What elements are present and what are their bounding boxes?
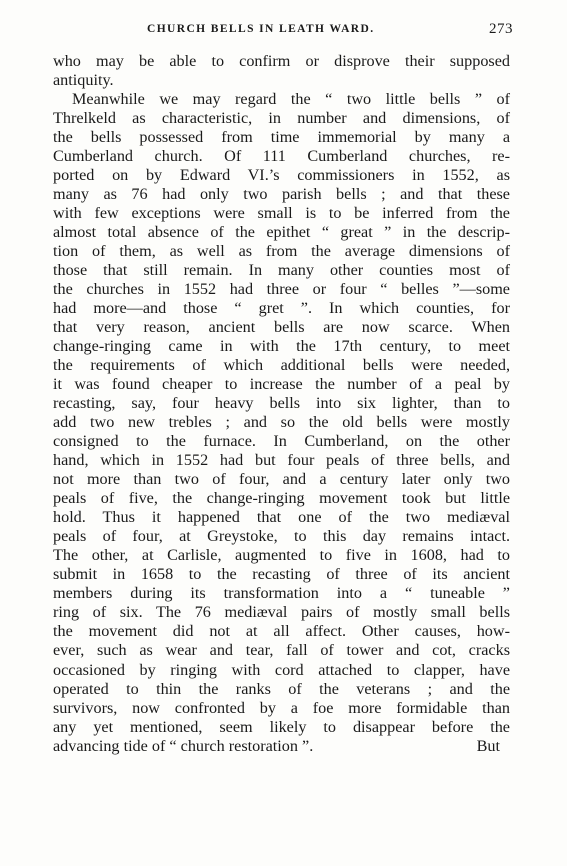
text-line: hand, which in 1552 had but four peals of three bells, and [53,451,510,470]
text-line: the churches in 1552 had three or four “ belles ”—some [53,280,510,299]
text-line: survivors, now confronted by a foe more formidable than [53,698,510,717]
text-line: who may be able to confirm or disprove their supposed [53,52,510,70]
text-line: Meanwhile we may regard the “ two little bells ” of [72,90,510,109]
text-line: the bells possessed from time immemorial by many a [53,128,510,147]
text-line: The other, at Carlisle, augmented to five in 1608, had to [53,546,510,565]
text-line: any yet mentioned, seem likely to disappear before the [53,717,510,736]
text-line: ever, such as wear and tear, fall of tower and cot, cracks [53,641,510,660]
text-line: not more than two of four, and a century later only two [53,470,510,489]
body-text [53,52,510,756]
text-line: the requirements of which additional bells were needed, [53,356,510,375]
text-line: many as 76 had only two parish bells ; and that these [53,185,510,204]
text-line: tion of them, as well as from the average dimensions of [53,242,510,261]
text-line: ported on by Edward VI.’s commissioners in 1552, as [53,166,510,185]
text-line: occasioned by ringing with cord attached to clapper, have [53,660,510,679]
catchword: But [476,736,500,755]
text-line: it was found cheaper to increase the number of a peal by [53,375,510,394]
text-line: the movement did not at all affect. Other causes, how- [53,622,510,641]
text-line: Threlkeld as characteristic, in number and dimensions, of [53,109,510,128]
text-line: recasting, say, four heavy bells into six lighter, than to [53,394,510,413]
running-title: CHURCH BELLS IN LEATH WARD. [147,23,375,35]
text-line: members during its transformation into a “ tuneable ” [53,584,510,603]
text-line: those that still remain. In many other counties most of [53,261,510,280]
text-line: add two new trebles ; and so the old bells were mostly [53,413,510,432]
text-line: consigned to the furnace. In Cumberland, on the other [53,432,510,451]
page-number: 273 [489,21,513,37]
text-line: with few exceptions were small is to be inferred from the [53,204,510,223]
text-line: peals of four, at Greystoke, to this day remains intact. [53,527,510,546]
text-line: peals of five, the change-ringing movement took but little [53,489,510,508]
text-line: had more—and those “ gret ”. In which counties, for [53,299,510,318]
page-header [60,21,515,45]
text-line: Cumberland church. Of 111 Cumberland churches, re- [53,147,510,166]
final-line [53,737,510,756]
text-line: change-ringing came in with the 17th century, to meet [53,337,510,356]
text-line: submit in 1658 to the recasting of three of its ancient [53,565,510,584]
text-line: hold. Thus it happened that one of the two mediæval [53,508,510,527]
text-line: ring of six. The 76 mediæval pairs of mostly small bells [53,603,510,622]
text-line: operated to thin the ranks of the veterans ; and the [53,679,510,698]
text-line: advancing tide of “ church restoration ”. [53,736,314,755]
text-line: antiquity. [53,71,114,90]
text-line: that very reason, ancient bells are now scarce. When [53,318,510,337]
text-line: almost total absence of the epithet “ great ” in the descrip- [53,223,510,242]
